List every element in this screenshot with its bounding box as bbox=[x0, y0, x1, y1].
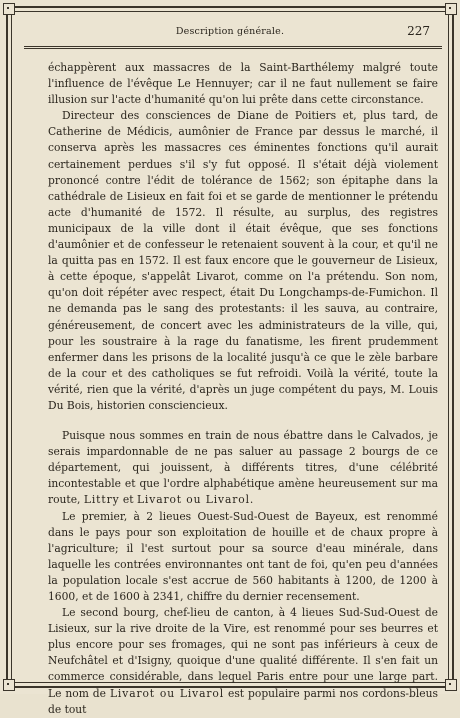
paragraph bbox=[48, 428, 438, 508]
corner-ornament bbox=[445, 679, 457, 691]
conjunction: et bbox=[119, 493, 137, 507]
page-number: 227 bbox=[407, 24, 430, 38]
corner-ornament bbox=[3, 3, 15, 15]
running-header bbox=[24, 26, 436, 42]
paragraph-text: Le second bourg, chef-lieu de canton, à 4 lieues Sud-Sud-Ouest de Lisieux, sur la rive droite de la Vire, est renommé pour ses beurres et plus encore pour ses fromages, qui ne sont pas inférieurs à ceux de Neufchâtel et d'Isigny, quoique d'une qualité différente. Il s'en fait un commerce considérable, dans lequel Paris entre pour une large part. Le nom de bbox=[48, 606, 438, 700]
body-text bbox=[48, 60, 438, 718]
place-name: Littry bbox=[83, 493, 120, 507]
place-name: Livarot ou Livarol bbox=[136, 493, 250, 507]
running-title: Description générale. bbox=[175, 26, 285, 37]
paragraph: Le premier, à 2 lieues Ouest-Sud-Ouest de Bayeux, est renommé dans le pays pour son exploitation de houille et de chaux propre à l'agriculture; il l'est surtout pour sa source d'eau minérale, dans laquelle les contrées environnantes ont tant de foi, qu'en peu d'années la population locale s'est accrue de 560 habitants à 1200, de 1200 à 1600, et de 1600 à 2341, chiffre du dernier recensement. bbox=[48, 509, 438, 603]
paragraph-text: Puisque nous sommes en train de nous ébattre dans le Calvados, je serais impardonnable de ne pas saluer au passage 2 bourgs de ce département, qui jouissent, à différents titres, d'une célébrité incontestable et que l'ordre alphabétique amène heureusement sur ma route, bbox=[48, 429, 438, 507]
place-name: Livarot ou Livarol bbox=[109, 686, 225, 700]
paragraph: Directeur des consciences de Diane de Poitiers et, plus tard, de Catherine de Médicis, aumônier de France par dessus le marché, il conserva après les massacres ces éminentes fonctions qu'il aurait certainement perdues s'il s'y fut opposé. Il s'était déjà violement prononcé contre l'édit de tolérance de 1562; son épitaphe dans la cathédrale de Lisieux en fait foi et se garde de mentionner le prétendu acte d'humanité de 1572. Il résulte, au surplus, des registres municipaux de la ville dont il était évêque, que ses fonctions d'aumônier et de confesseur le retenaient souvent à la cour, et qu'il ne la quitta pas en 1572. Il est faux encore que le gouverneur de Lisieux, à cette époque, s'appelât Livarot, comme on l'a prétendu. Son nom, qu'on doit répéter avec respect, était Du Longchamps-de-Fumichon. Il ne demanda pas le sang des protestants: il les sauva, au contraire, généreusement, de concert avec les administrateurs de la ville, qui, pour les soustraire à la rage du fanatisme, les firent prudemment enfermer dans les prisons de la localité jusqu'à ce que le zèle barbare de la cour et des catholiques se fut refroidi. Voilà la vérité, toute la vérité, rien que la vérité, d'après un juge compétent du pays, M. Louis Du Bois, historien consciencieux. bbox=[48, 109, 438, 412]
punctuation: . bbox=[249, 493, 254, 507]
paragraph-text: est populaire parmi nos cordons-bleus de tout bbox=[48, 686, 438, 716]
paragraph: échappèrent aux massacres de la Saint-Barthélemy malgré toute l'influence de l'évêque Le Hennuyer; car il ne faut nullement se faire illusion sur l'acte d'humanité qu'on lui prête dans cette circonstance. bbox=[48, 61, 438, 107]
paragraph bbox=[48, 605, 438, 718]
corner-ornament bbox=[3, 679, 15, 691]
header-rule bbox=[24, 46, 442, 47]
corner-ornament bbox=[445, 3, 457, 15]
header-rule bbox=[24, 48, 442, 49]
